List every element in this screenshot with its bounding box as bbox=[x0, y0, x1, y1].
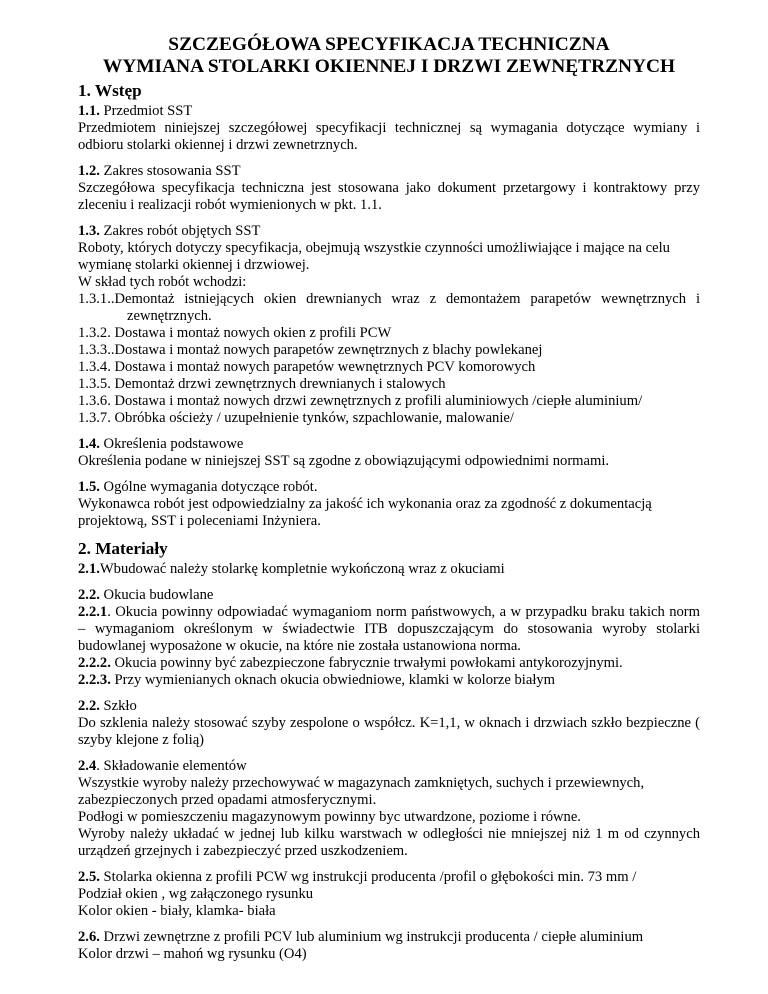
section-1-heading: 1. Wstęp bbox=[78, 81, 142, 100]
paragraph-text: Podział okien , wg załączonego rysunku bbox=[78, 886, 314, 902]
list-item: 1.3.7. Obróbka ościeży / uzupełnienie tynków, szpachlowanie, malowanie/ bbox=[78, 410, 514, 426]
paragraph-number: 2.2. bbox=[78, 587, 100, 603]
paragraph-1-5 bbox=[78, 479, 700, 530]
subparagraph-text: . Okucia powinny odpowiadać wymaganiom norm państwowych, a w przypadku braku takich norm – wymaganiom określonym w świadectwie ITB dopuszczającym do stosowania wyroby stolarki budowlanej wyposażone w okucie, na które nie została ustanowiona norma. bbox=[78, 604, 700, 654]
paragraph-text: Stolarka okienna z profili PCW wg instrukcji producenta /profil o głębokości min. 73 mm / bbox=[99, 869, 637, 885]
paragraph-text: Wyroby należy układać w jednej lub kilku warstwach w odległości nie mniejszej niż 1 m od czynnych urządzeń grzejnych i zabezpieczyć przed uszkodzeniem. bbox=[78, 826, 700, 859]
subparagraph-number: 2.2.2. bbox=[78, 655, 111, 671]
paragraph-title: Przedmiot SST bbox=[99, 103, 193, 119]
list-intro: W skład tych robót wchodzi: bbox=[78, 274, 247, 290]
paragraph-number: 2.1. bbox=[78, 561, 100, 577]
paragraph-number: 1.2. bbox=[78, 163, 100, 179]
paragraph-text: Wykonawca robót jest odpowiedzialny za jakość ich wykonania oraz za zgodność z dokumentacją projektową, SST i poleceniami Inżyniera. bbox=[78, 496, 652, 529]
paragraph-1-2 bbox=[78, 163, 700, 214]
paragraph-number: 2.2. bbox=[78, 698, 100, 714]
paragraph-text: Wszystkie wyroby należy przechowywać w magazynach zamkniętych, suchych i przewiewnych, zabezpieczonych przed opadami atmosferycznymi. bbox=[78, 775, 645, 808]
paragraph-title: . Składowanie elementów bbox=[96, 758, 247, 774]
subparagraph-number: 2.2.1 bbox=[78, 604, 108, 620]
subparagraph-number: 2.2.3. bbox=[78, 672, 111, 688]
paragraph-2-6 bbox=[78, 929, 700, 963]
list-item: 1.3.2. Dostawa i montaż nowych okien z profili PCW bbox=[78, 325, 392, 341]
paragraph-number: 2.4 bbox=[78, 758, 97, 774]
document-title-line-2: WYMIANA STOLARKI OKIENNEJ I DRZWI ZEWNĘTRZNYCH bbox=[102, 56, 676, 77]
paragraph-title: Określenia podstawowe bbox=[99, 436, 244, 452]
paragraph-text: Do szklenia należy stosować szyby zespolone o współcz. K=1,1, w oknach i drzwiach szkło bezpieczne ( szyby klejone z folią) bbox=[78, 715, 700, 748]
paragraph-2-1 bbox=[78, 561, 700, 578]
paragraph-title: Szkło bbox=[99, 698, 137, 714]
list-item: 1.3.6. Dostawa i montaż nowych drzwi zewnętrznych z profili aluminiowych /ciepłe aluminium/ bbox=[78, 393, 643, 409]
subparagraph-text: Okucia powinny być zabezpieczone fabrycznie trwałymi powłokami antykorozyjnymi. bbox=[110, 655, 623, 671]
paragraph-text: Roboty, których dotyczy specyfikacja, obejmują wszystkie czynności umożliwiające i mające na celu wymianę stolarki okiennej i drzwiowej. bbox=[78, 240, 670, 273]
paragraph-2-2-szklo bbox=[78, 698, 700, 749]
paragraph-text: Drzwi zewnętrzne z profili PCV lub aluminium wg instrukcji producenta / ciepłe aluminium bbox=[99, 929, 644, 945]
subparagraph-text: Przy wymienianych oknach okucia obwiedniowe, klamki w kolorze białym bbox=[110, 672, 556, 688]
paragraph-text: Podłogi w pomieszczeniu magazynowym powinny byc utwardzone, poziome i równe. bbox=[78, 809, 581, 825]
paragraph-text: Wbudować należy stolarkę kompletnie wykończoną wraz z okuciami bbox=[99, 561, 505, 577]
list-item: 1.3.5. Demontaż drzwi zewnętrznych drewnianych i stalowych bbox=[78, 376, 446, 392]
paragraph-title: Zakres stosowania SST bbox=[99, 163, 241, 179]
paragraph-1-3 bbox=[78, 223, 700, 427]
paragraph-number: 1.1. bbox=[78, 103, 100, 119]
paragraph-number: 1.5. bbox=[78, 479, 100, 495]
paragraph-text: Określenia podane w niniejszej SST są zgodne z obowiązującymi odpowiednimi normami. bbox=[78, 453, 610, 469]
paragraph-1-4 bbox=[78, 436, 700, 470]
document-title-line-1: SZCZEGÓŁOWA SPECYFIKACJA TECHNICZNA bbox=[168, 34, 610, 55]
paragraph-number: 1.4. bbox=[78, 436, 100, 452]
paragraph-title: Zakres robót objętych SST bbox=[99, 223, 261, 239]
paragraph-text: Kolor drzwi – mahoń wg rysunku (O4) bbox=[78, 946, 307, 962]
paragraph-2-2 bbox=[78, 587, 700, 689]
paragraph-number: 2.5. bbox=[78, 869, 100, 885]
paragraph-text: Szczegółowa specyfikacja techniczna jest stosowana jako dokument przetargowy i kontraktowy przy zleceniu i realizacji robót wymienionych w pkt. 1.1. bbox=[78, 180, 700, 213]
paragraph-2-5 bbox=[78, 869, 700, 920]
paragraph-number: 2.6. bbox=[78, 929, 100, 945]
list-item: 1.3.1..Demontaż istniejących okien drewnianych wraz z demontażem parapetów wewnętrznych i zewnętrznych. bbox=[78, 291, 700, 324]
paragraph-1-1 bbox=[78, 103, 700, 154]
paragraph-title: Okucia budowlane bbox=[99, 587, 214, 603]
list-item: 1.3.3..Dostawa i montaż nowych parapetów zewnętrznych z blachy powlekanej bbox=[78, 342, 543, 358]
document-page bbox=[78, 34, 700, 972]
section-2-heading: 2. Materiały bbox=[78, 539, 168, 558]
paragraph-text: Przedmiotem niniejszej szczegółowej specyfikacji technicznej są wymagania dotyczące wymiany i odbioru stolarki okiennej i drzwi zewnetrznych. bbox=[78, 120, 700, 153]
paragraph-2-4 bbox=[78, 758, 700, 860]
paragraph-number: 1.3. bbox=[78, 223, 100, 239]
paragraph-title: Ogólne wymagania dotyczące robót. bbox=[99, 479, 318, 495]
list-item: 1.3.4. Dostawa i montaż nowych parapetów wewnętrznych PCV komorowych bbox=[78, 359, 536, 375]
paragraph-text: Kolor okien - biały, klamka- biała bbox=[78, 903, 276, 919]
